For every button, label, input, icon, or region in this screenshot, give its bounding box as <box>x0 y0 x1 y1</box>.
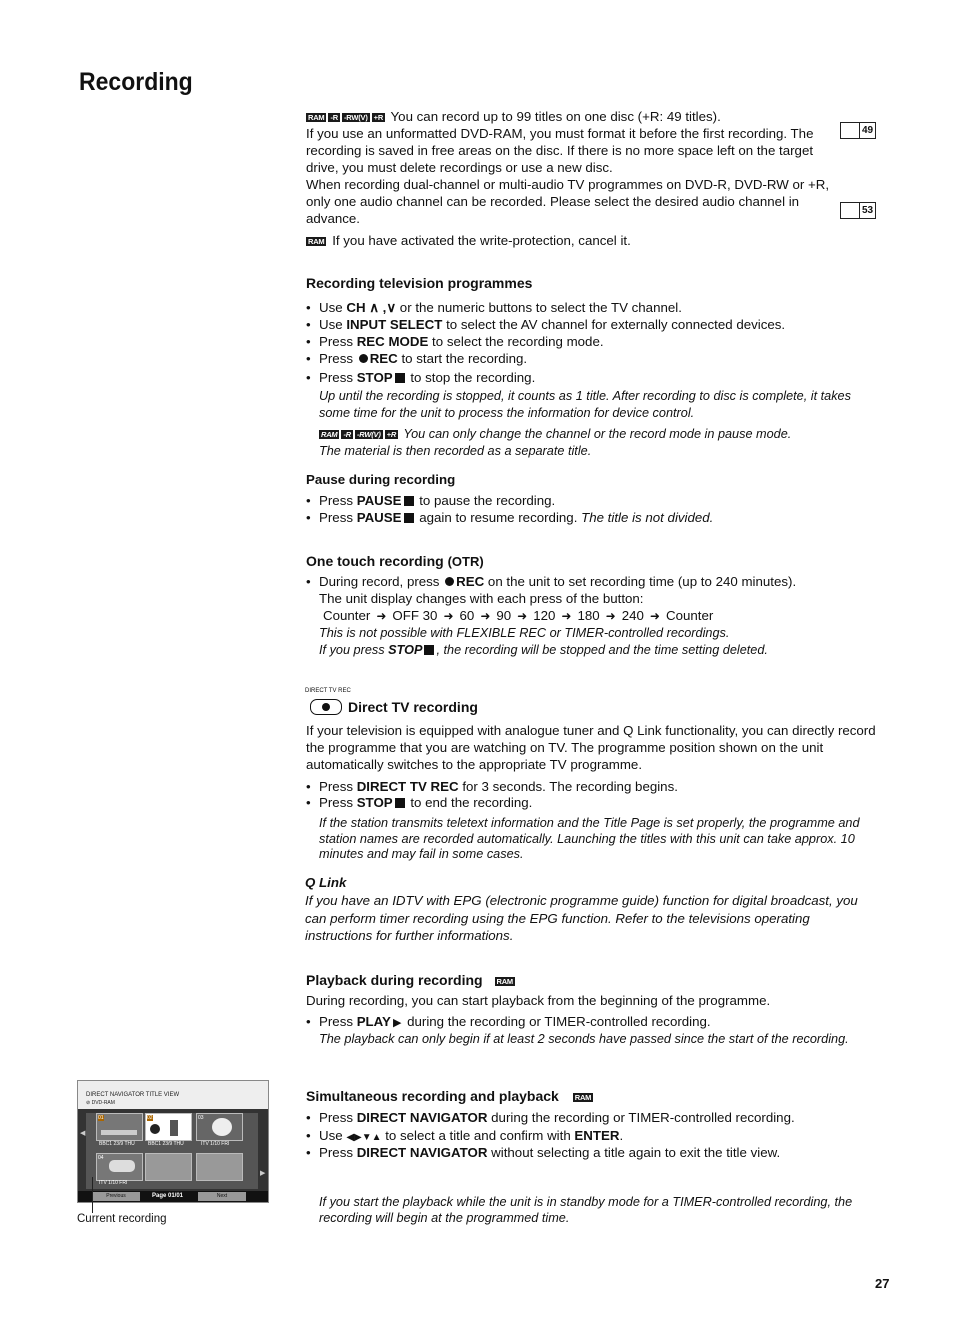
arrow-right-icon: ➜ <box>561 609 572 623</box>
page-reference-49[interactable] <box>840 122 876 139</box>
arrow-right-icon: ➜ <box>605 609 616 623</box>
recording-note-2: RAM -R -RW(V) +R You can only change the channel or the record mode in pause mode. The material is then recorded as a separate title. <box>319 427 792 458</box>
thumbnail-2[interactable]: 02 <box>145 1113 192 1141</box>
badge-ram: RAM <box>308 113 325 122</box>
section-heading-direct-tv: Direct TV recording <box>348 699 478 715</box>
arrow-keys-icon: ◀▶▼▲ <box>346 1132 382 1143</box>
otr-line2: The unit display changes with each press of the button: <box>319 591 644 606</box>
intro-para2: When recording dual-channel or multi-audio TV programmes on DVD-R, DVD-RW or +R, only one audio channel can be recorded. Please select the desired audio channel in advance. <box>306 177 830 226</box>
stop-icon <box>395 798 405 808</box>
arrow-right-icon: ➜ <box>517 609 528 623</box>
list-item: • Press REC MODE to select the recording mode. <box>306 333 881 350</box>
thumbnail-grid <box>80 1113 266 1189</box>
thumbnail-4-current[interactable]: 04 <box>96 1153 143 1181</box>
badge-ram: RAM <box>321 430 338 439</box>
section-heading-otr: One touch recording (OTR) <box>306 553 484 569</box>
intro-line2: If you have activated the write-protection, cancel it. <box>332 233 631 248</box>
thumbnail-label: BBC1 23/9 THU <box>148 1141 184 1147</box>
direct-note: If the station transmits teletext information and the Title Page is set properly, the programme and station names are recorded automatically. Launching the titles with this unit can take approx. 10 minutes and may fail in some cases. <box>319 816 860 861</box>
recording-note: Up until the recording is stopped, it counts as 1 title. After recording to disc is complete, it takes some time for the unit to process the information for device control. <box>319 389 851 420</box>
record-dot-icon <box>359 354 368 363</box>
direct-tv-rec-label: DIRECT TV REC <box>305 688 351 694</box>
page-ref-number: 49 <box>859 123 875 138</box>
page-title: Recording <box>79 68 193 96</box>
badge-ram: RAM <box>574 1093 592 1102</box>
page-reference-53[interactable] <box>840 202 876 219</box>
list-item: • Press REC to start the recording. <box>306 350 881 369</box>
list-item: • Press PAUSE to pause the recording. <box>306 492 881 509</box>
page-ref-number: 53 <box>859 203 875 218</box>
pause-list <box>306 492 881 526</box>
stop-icon <box>424 645 434 655</box>
arrow-left-icon: ◀ <box>80 1130 86 1137</box>
section-heading-recording-tv: Recording television programmes <box>306 275 533 291</box>
qlink-title: Q Link <box>305 875 347 890</box>
direct-tv-rec-button-icon <box>310 699 342 715</box>
list-item: • Press DIRECT NAVIGATOR during the recording or TIMER-controlled recording. <box>306 1109 881 1127</box>
screen-header <box>78 1081 268 1109</box>
direct-list <box>306 778 881 811</box>
list-item: • Press PAUSE again to resume recording. The title is not divided. <box>306 509 881 526</box>
disc-label: DVD-RAM <box>91 1100 115 1106</box>
simul-list <box>306 1109 881 1161</box>
disc-icon: ⊘ <box>86 1100 91 1106</box>
stop-icon <box>395 373 405 383</box>
playback-note: The playback can only begin if at least 2 seconds have passed since the start of the recording. <box>319 1032 849 1046</box>
thumbnail-empty <box>145 1153 192 1181</box>
arrow-right-icon: ➜ <box>480 609 491 623</box>
arrow-right-icon: ➜ <box>443 609 454 623</box>
screen-footer <box>78 1191 268 1202</box>
arrow-right-icon: ➜ <box>649 609 660 623</box>
playback-list <box>306 1013 881 1032</box>
list-item: • Press DIRECT TV REC for 3 seconds. The recording begins. <box>306 778 881 794</box>
thumbnail-3[interactable]: 03 <box>196 1113 243 1141</box>
list-item: • Use INPUT SELECT to select the AV channel for externally connected devices. <box>306 316 881 333</box>
screen-caption: Current recording <box>77 1213 167 1225</box>
direct-navigator-screen <box>77 1080 269 1203</box>
thumbnail-empty <box>196 1153 243 1181</box>
section-heading-playback: Playback during recording RAM <box>306 972 513 988</box>
screen-title: DIRECT NAVIGATOR TITLE VIEW <box>86 1092 180 1098</box>
playback-para: During recording, you can start playback from the beginning of the programme. <box>306 993 771 1008</box>
badge-plus-r: +R <box>373 113 384 122</box>
page-number: 27 <box>875 1276 890 1291</box>
badge-ram: RAM <box>308 237 325 246</box>
direct-para: If your television is equipped with analogue tuner and Q Link functionality, you can directly record the programme that you are watching on TV. The programme position shown on the unit automatically switches to the appropriate TV programme. <box>306 723 876 772</box>
list-item: • Press STOP to stop the recording. <box>306 369 881 386</box>
simul-note: If you start the playback while the unit is in standby mode for a TIMER-controlled recording, the recording will begin at the programmed time. <box>319 1195 853 1225</box>
arrow-right-icon: ▶ <box>260 1170 266 1177</box>
badge-rwv: -RW(V) <box>357 430 381 439</box>
record-dot-icon <box>445 577 454 586</box>
otr-sequence: Counter ➜ OFF 30 ➜ 60 ➜ 90 ➜ 120 ➜ 180 ➜ 240 ➜ Counter <box>323 608 714 623</box>
list-item: • Press STOP to end the recording. <box>306 794 881 811</box>
list-item: • During record, press REC on the unit to set recording time (up to 240 minutes). <box>306 573 881 590</box>
thumbnail-label: ITV 1/10 FRI <box>201 1141 230 1147</box>
badge-plus-r: +R <box>386 430 397 439</box>
intro-para1: If you use an unformatted DVD-RAM, you must format it before the first recording. The recording is saved in free areas on the disc. If there is no more space left on the target drive, you must delete recordings or use a new disc. <box>306 126 814 175</box>
intro-line1: You can record up to 99 titles on one disc (+R: 49 titles). <box>390 109 721 124</box>
caption-leader-line <box>92 1177 93 1213</box>
play-icon: ▶ <box>392 1017 402 1029</box>
list-item: • Use ◀▶▼▲ to select a title and confirm with ENTER. <box>306 1127 881 1144</box>
list-item: • Press PLAY ▶ during the recording or TIMER-controlled recording. <box>306 1013 881 1032</box>
otr-notes: This is not possible with FLEXIBLE REC or TIMER-controlled recordings. If you press STOP , the recording will be stopped and the time setting deleted. <box>319 626 768 657</box>
recording-tv-list <box>306 299 881 386</box>
previous-button[interactable]: Previous <box>92 1192 140 1201</box>
thumbnail-label: ITV 1/10 FRI <box>99 1180 128 1186</box>
intro-section <box>306 108 831 249</box>
next-button[interactable]: Next <box>198 1192 246 1201</box>
thumbnail-1[interactable]: 01 <box>96 1113 143 1141</box>
list-item: • Press DIRECT NAVIGATOR without selecting a title again to exit the title view. <box>306 1144 881 1161</box>
badge-ram: RAM <box>496 977 513 986</box>
qlink-text: If you have an IDTV with EPG (electronic programme guide) function for digital broadcast, you can perform timer recording using the EPG function. Refer to the televisions operating instructions for further informations. <box>305 893 858 943</box>
badge-r: -R <box>330 113 338 122</box>
badge-rwv: -RW(V) <box>344 113 368 122</box>
arrow-right-icon: ➜ <box>376 609 387 623</box>
pause-icon <box>404 513 414 523</box>
otr-list <box>306 573 881 590</box>
pause-icon <box>404 496 414 506</box>
thumbnail-label: BBC1 23/9 THU <box>99 1141 135 1147</box>
list-item: • Use CH ∧ ,∨ or the numeric buttons to select the TV channel. <box>306 299 881 316</box>
badge-r: -R <box>343 430 351 439</box>
section-heading-pause: Pause during recording <box>306 472 456 487</box>
page-indicator: Page 01/01 <box>152 1193 184 1199</box>
section-heading-simultaneous: Simultaneous recording and playback RAM <box>306 1088 592 1104</box>
